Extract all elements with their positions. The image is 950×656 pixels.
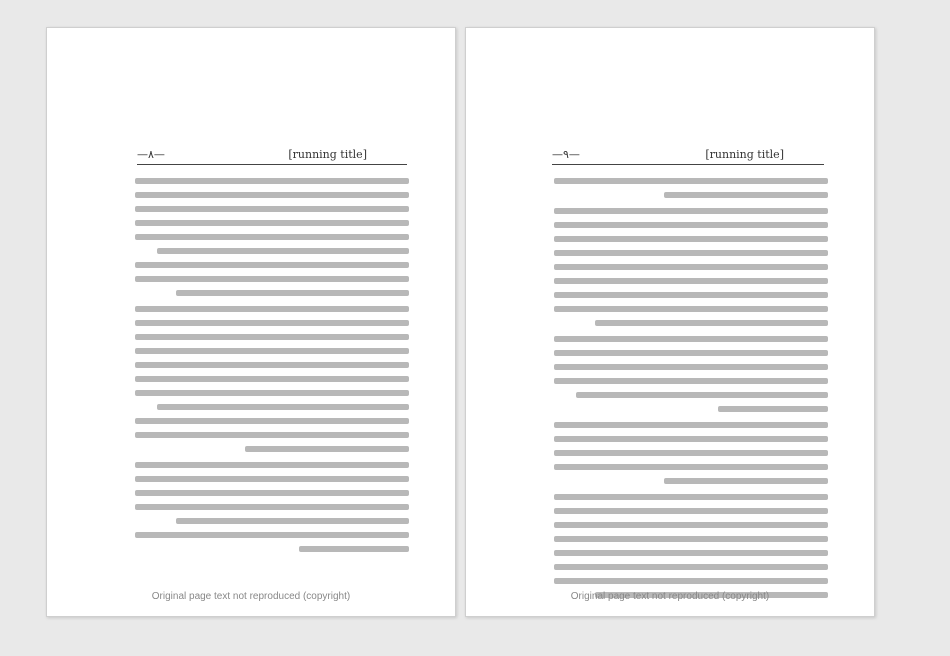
running-title: [running title] xyxy=(288,148,367,161)
page-number: —٨— xyxy=(137,148,165,161)
paragraph xyxy=(554,208,828,326)
paragraph xyxy=(554,336,828,412)
copyright-notice: Original page text not reproduced (copyright) xyxy=(570,591,770,602)
running-title: [running title] xyxy=(705,148,784,161)
paragraph xyxy=(135,462,409,552)
page-header xyxy=(552,148,824,170)
page-number: —٩— xyxy=(552,148,580,161)
page-header xyxy=(137,148,407,170)
right-page xyxy=(465,27,875,617)
header-rule xyxy=(552,164,824,165)
page-body xyxy=(135,178,409,562)
paragraph xyxy=(554,494,828,598)
paragraph xyxy=(554,178,828,198)
left-page xyxy=(46,27,456,617)
header-rule xyxy=(137,164,407,165)
copyright-notice: Original page text not reproduced (copyright) xyxy=(151,591,351,602)
paragraph xyxy=(135,306,409,452)
paragraph xyxy=(554,422,828,484)
paragraph xyxy=(135,178,409,296)
page-body xyxy=(554,178,828,608)
